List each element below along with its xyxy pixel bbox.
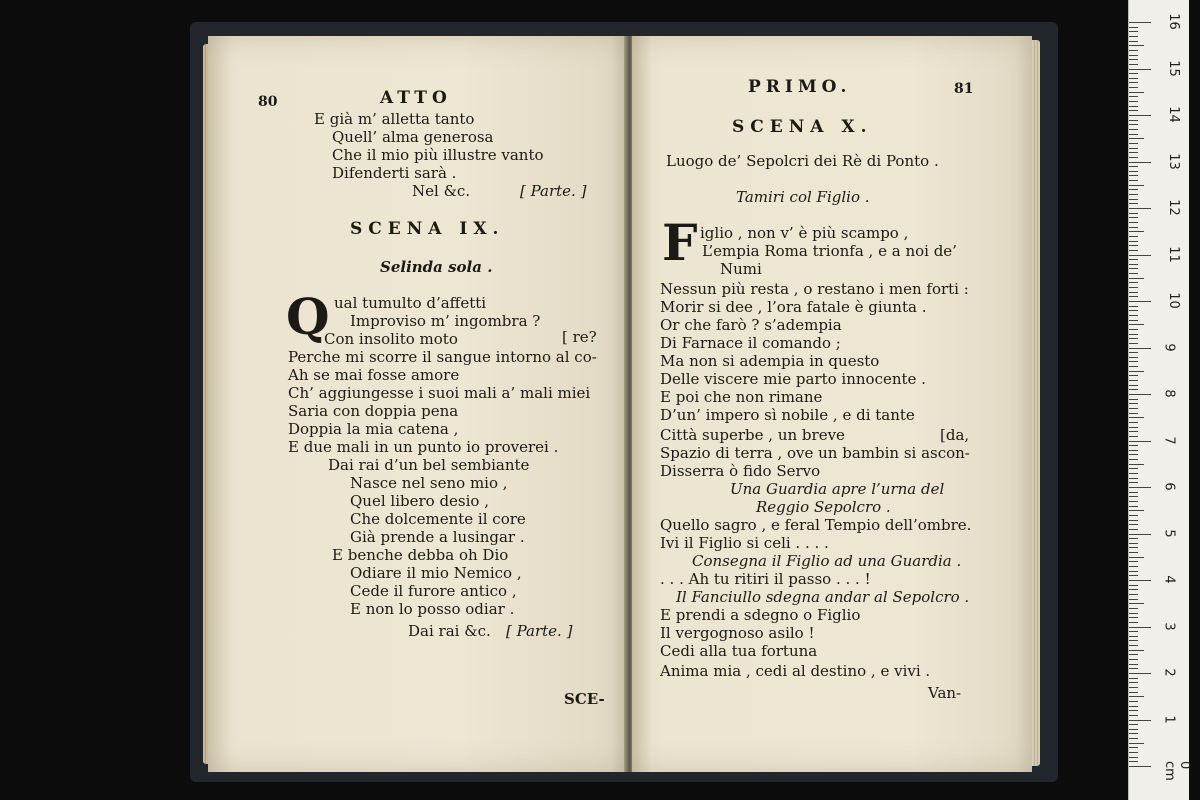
ruler-tick <box>1129 50 1138 51</box>
ruler-label: 2 <box>1161 668 1177 677</box>
verse-line: D’un’ impero sì nobile , e di tante <box>660 406 915 424</box>
verse-line: Improviso m’ ingombra ? <box>350 312 541 330</box>
stage-direction: Una Guardia apre l’urna del <box>730 480 945 498</box>
ruler-tick <box>1129 520 1138 521</box>
ruler-label: 12 <box>1165 199 1181 216</box>
verse-line: Delle viscere mie parto innocente . <box>660 370 926 388</box>
ruler-label: 9 <box>1161 342 1177 352</box>
ruler-tick <box>1129 338 1138 339</box>
ruler-label: 15 <box>1165 59 1181 77</box>
ruler-tick <box>1129 292 1138 293</box>
ruler-tick <box>1129 515 1138 516</box>
ruler-tick <box>1129 529 1138 530</box>
verse-line: . . . Ah tu ritiri il passo . . . ! <box>660 570 871 588</box>
ruler-label: 11 <box>1165 245 1181 263</box>
ruler-tick <box>1129 403 1138 404</box>
ruler-tick <box>1129 282 1138 283</box>
verse-line: Di Farnace il comando ; <box>660 334 841 352</box>
verse-line: Il vergognoso asilo ! <box>660 624 815 642</box>
ruler-tick <box>1129 575 1138 576</box>
ruler-tick <box>1129 357 1138 358</box>
ruler-tick <box>1129 371 1144 372</box>
ruler-tick <box>1129 175 1138 176</box>
ruler-tick <box>1129 622 1138 623</box>
ruler-tick <box>1129 468 1138 469</box>
ruler-tick <box>1129 571 1138 572</box>
page-number: 81 <box>954 81 974 97</box>
verse-line: Quell’ alma generosa <box>332 128 494 146</box>
stage-direction: Reggio Sepolcro . <box>756 498 891 516</box>
verse-line: Saria con doppia pena <box>288 402 459 420</box>
ruler-tick <box>1129 454 1138 455</box>
ruler-tick <box>1129 413 1138 414</box>
ruler-tick <box>1129 171 1138 172</box>
ruler-tick <box>1129 682 1138 683</box>
ruler-label: 7 <box>1161 435 1177 445</box>
ruler-tick <box>1129 608 1138 609</box>
ruler-tick <box>1129 747 1138 748</box>
verse-line: E prendi a sdegno o Figlio <box>660 606 861 624</box>
ruler-tick <box>1129 236 1138 237</box>
ruler-tick <box>1129 180 1138 181</box>
ruler-tick <box>1129 78 1138 79</box>
ruler-tick <box>1129 733 1138 734</box>
ruler-tick <box>1129 506 1138 507</box>
ruler-tick <box>1129 585 1138 586</box>
ruler-tick <box>1129 761 1138 762</box>
ruler-tick <box>1129 273 1138 274</box>
ruler-tick <box>1129 687 1138 688</box>
ruler-tick <box>1129 766 1151 767</box>
verse-line: Nessun più resta , o restano i men forti : <box>660 280 969 298</box>
ruler-tick <box>1129 696 1144 697</box>
ruler-tick <box>1129 259 1138 260</box>
verse-line: Perche mi scorre il sangue intorno al co- <box>288 348 597 366</box>
ruler-tick <box>1129 203 1138 204</box>
turnover: [da, <box>940 426 970 444</box>
ruler-tick <box>1129 166 1138 167</box>
ruler-tick <box>1129 361 1138 362</box>
ruler-tick <box>1129 217 1138 218</box>
ruler-tick <box>1129 152 1138 153</box>
ruler-tick <box>1129 617 1138 618</box>
page-number: 80 <box>258 94 278 110</box>
ruler-tick <box>1129 427 1138 428</box>
ruler-tick <box>1129 352 1138 353</box>
drop-cap: Q <box>286 287 330 346</box>
ruler-tick <box>1129 162 1151 163</box>
verse-line: Ah se mai fosse amore <box>288 366 460 384</box>
ruler-tick <box>1129 678 1138 679</box>
ruler-label: 14 <box>1165 106 1181 123</box>
ruler-tick <box>1129 492 1138 493</box>
ruler-tick <box>1129 143 1138 144</box>
verse-line: Dai rai &c. <box>408 622 491 640</box>
verse-line: Che il mio più illustre vanto <box>332 146 544 164</box>
ruler-tick <box>1129 589 1138 590</box>
ruler-tick <box>1129 375 1138 376</box>
ruler-tick <box>1129 701 1138 702</box>
ruler-tick <box>1129 306 1138 307</box>
running-head: ATTO <box>380 88 452 108</box>
ruler-tick <box>1129 301 1151 302</box>
ruler-tick <box>1129 138 1144 139</box>
ruler-tick <box>1129 329 1138 330</box>
verse-line: Cedi alla tua fortuna <box>660 642 818 660</box>
ruler-tick <box>1129 36 1138 37</box>
verse-line: Già prende a lusingar . <box>350 528 525 546</box>
ruler-label: 8 <box>1161 389 1177 398</box>
drop-cap: F <box>662 213 698 272</box>
right-page <box>632 36 1032 772</box>
ruler-label: 3 <box>1161 621 1177 631</box>
ruler-tick <box>1129 547 1138 548</box>
verse-line: E già m’ alletta tanto <box>314 110 475 128</box>
ruler-tick <box>1129 59 1138 60</box>
ruler-tick <box>1129 399 1138 400</box>
ruler-tick <box>1129 134 1138 135</box>
ruler-tick <box>1129 380 1138 381</box>
ruler-tick <box>1129 501 1138 502</box>
ruler-tick <box>1129 22 1151 23</box>
ruler-label: 4 <box>1161 575 1177 584</box>
catchword: Van- <box>928 684 962 702</box>
ruler-tick <box>1129 213 1138 214</box>
verse-line: iglio , non v’ è più scampo , <box>700 224 909 242</box>
ruler-tick <box>1129 496 1138 497</box>
ruler-tick <box>1129 385 1138 386</box>
ruler-tick <box>1129 417 1144 418</box>
ruler-tick <box>1129 603 1144 604</box>
verse-line: Nel &c. <box>412 182 471 200</box>
scene-location: Luogo de’ Sepolcri dei Rè di Ponto . <box>666 152 939 170</box>
ruler-tick <box>1129 538 1138 539</box>
ruler-tick <box>1129 408 1138 409</box>
verse-line: Odiare il mio Nemico , <box>350 564 522 582</box>
ruler-tick <box>1129 394 1151 395</box>
ruler-tick <box>1129 729 1138 730</box>
ruler-tick <box>1129 101 1138 102</box>
ruler-tick <box>1129 654 1138 655</box>
ruler-tick <box>1129 324 1144 325</box>
ruler-tick <box>1129 478 1138 479</box>
ruler-tick <box>1129 64 1138 65</box>
verse-line: Anima mia , cedi al destino , e vivi . <box>660 662 931 680</box>
left-page <box>208 36 628 772</box>
ruler-label: 13 <box>1165 152 1181 170</box>
ruler-tick <box>1129 710 1138 711</box>
ruler-tick <box>1129 296 1138 297</box>
ruler-tick <box>1129 445 1138 446</box>
ruler-tick <box>1129 222 1138 223</box>
ruler-label: 1 <box>1161 714 1177 724</box>
ruler-tick <box>1129 73 1138 74</box>
ruler-tick <box>1129 310 1138 311</box>
ruler-tick <box>1129 613 1138 614</box>
ruler-tick <box>1129 189 1138 190</box>
ruler-tick <box>1129 287 1138 288</box>
ruler-tick <box>1129 650 1144 651</box>
turnover: [ re? <box>562 328 597 346</box>
ruler-tick <box>1129 640 1138 641</box>
ruler-tick <box>1129 199 1138 200</box>
verse-line: Città superbe , un breve <box>660 426 845 444</box>
stage-direction: Consegna il Figlio ad una Guardia . <box>692 552 962 570</box>
ruler-tick <box>1129 389 1138 390</box>
ruler-tick <box>1129 250 1138 251</box>
verse-line: Quello sagro , e feral Tempio dell’ombre. <box>660 516 972 534</box>
ruler-tick <box>1129 264 1138 265</box>
ruler-tick <box>1129 552 1138 553</box>
ruler-tick <box>1129 96 1138 97</box>
ruler-tick <box>1129 343 1138 344</box>
ruler-tick <box>1129 366 1138 367</box>
ruler-tick <box>1129 557 1144 558</box>
ruler-tick <box>1129 69 1151 70</box>
ruler-tick <box>1129 241 1138 242</box>
ruler-tick <box>1129 738 1138 739</box>
verse-line: ual tumulto d’affetti <box>334 294 487 312</box>
ruler-tick <box>1129 185 1144 186</box>
ruler-tick <box>1129 594 1138 595</box>
ruler-label: 0 cm <box>1162 761 1192 781</box>
ruler-tick <box>1129 757 1138 758</box>
verse-line: Nasce nel seno mio , <box>350 474 508 492</box>
verse-line: E benche debba oh Dio <box>332 546 509 564</box>
scene-subtitle: Selinda sola . <box>380 258 493 276</box>
verse-line: Difenderti sarà . <box>332 164 457 182</box>
ruler-tick <box>1129 664 1138 665</box>
ruler-tick <box>1129 441 1151 442</box>
ruler-tick <box>1129 124 1138 125</box>
ruler-tick <box>1129 631 1138 632</box>
running-head: PRIMO. <box>748 77 852 97</box>
ruler-tick <box>1129 524 1138 525</box>
verse-line: Che dolcemente il core <box>350 510 526 528</box>
verse-line: Doppia la mia catena , <box>288 420 459 438</box>
verse-line: Ivi il Figlio si celi . . . . <box>660 534 829 552</box>
ruler-tick <box>1129 482 1138 483</box>
ruler-tick <box>1129 659 1138 660</box>
ruler-tick <box>1129 348 1151 349</box>
ruler-tick <box>1129 743 1144 744</box>
scene-heading: SCENA X. <box>732 117 873 137</box>
ruler-tick <box>1129 231 1144 232</box>
ruler-tick <box>1129 431 1138 432</box>
ruler-tick <box>1129 473 1138 474</box>
scene-heading: SCENA IX. <box>350 219 505 239</box>
ruler-tick <box>1129 487 1151 488</box>
verse-line: Spazio di terra , ove un bambin si ascon- <box>660 444 970 462</box>
verse-line: Disserra ò fido Servo <box>660 462 821 480</box>
ruler-tick <box>1129 115 1151 116</box>
ruler-tick <box>1129 561 1138 562</box>
ruler-tick <box>1129 110 1138 111</box>
ruler-tick <box>1129 129 1138 130</box>
ruler-tick <box>1129 543 1138 544</box>
ruler-tick <box>1129 692 1138 693</box>
ruler-tick <box>1129 706 1138 707</box>
verse-line: L’empia Roma trionfa , e a noi de’ <box>702 242 957 260</box>
ruler-tick <box>1129 724 1138 725</box>
ruler-tick <box>1129 599 1138 600</box>
ruler-tick <box>1129 157 1138 158</box>
verse-line: Ch’ aggiungesse i suoi mali a’ mali miei <box>288 384 591 402</box>
ruler-tick <box>1129 45 1144 46</box>
verse-line: Numi <box>720 260 762 278</box>
ruler-tick <box>1129 208 1151 209</box>
ruler-label: 16 <box>1165 13 1181 30</box>
ruler-tick <box>1129 459 1138 460</box>
ruler-tick <box>1129 227 1138 228</box>
ruler-tick <box>1129 627 1151 628</box>
ruler-tick <box>1129 645 1138 646</box>
verse-line: Cede il furore antico , <box>350 582 517 600</box>
verse-line: Or che farò ? s’adempia <box>660 316 842 334</box>
ruler-tick <box>1129 55 1138 56</box>
verse-line: E poi che non rimane <box>660 388 823 406</box>
stage-direction: [ Parte. ] <box>520 182 587 200</box>
scene-characters: Tamiri col Figlio . <box>736 188 870 206</box>
ruler-tick <box>1129 27 1138 28</box>
ruler-tick <box>1129 41 1138 42</box>
ruler-tick <box>1129 320 1138 321</box>
ruler-tick <box>1129 315 1138 316</box>
measuring-ruler <box>1128 0 1192 800</box>
ruler-tick <box>1129 436 1138 437</box>
verse-line: Ma non si adempia in questo <box>660 352 880 370</box>
ruler-tick <box>1129 668 1138 669</box>
ruler-tick <box>1129 510 1144 511</box>
catchword: SCE- <box>564 690 605 708</box>
ruler-tick <box>1129 464 1144 465</box>
ruler-tick <box>1129 636 1138 637</box>
ruler-label: 5 <box>1161 528 1177 538</box>
verse-line: Dai rai d’un bel sembiante <box>328 456 530 474</box>
ruler-tick <box>1129 715 1138 716</box>
ruler-tick <box>1129 580 1151 581</box>
verse-line: E due mali in un punto io proverei . <box>288 438 559 456</box>
ruler-tick <box>1129 92 1144 93</box>
ruler-label: 10 <box>1165 292 1181 309</box>
stage-direction: Il Fanciullo sdegna andar al Sepolcro . <box>676 588 970 606</box>
ruler-tick <box>1129 422 1138 423</box>
ruler-tick <box>1129 255 1151 256</box>
verse-line: E non lo posso odiar . <box>350 600 515 618</box>
ruler-tick <box>1129 120 1138 121</box>
ruler-label: 6 <box>1161 482 1177 491</box>
verse-line: Con insolito moto <box>324 330 458 348</box>
verse-line: Morir si dee , l’ora fatale è giunta . <box>660 298 927 316</box>
ruler-tick <box>1129 566 1138 567</box>
ruler-tick <box>1129 334 1138 335</box>
ruler-tick <box>1129 194 1138 195</box>
ruler-tick <box>1129 450 1138 451</box>
ruler-tick <box>1129 106 1138 107</box>
stage-direction: [ Parte. ] <box>506 622 573 640</box>
ruler-tick <box>1129 278 1144 279</box>
ruler-tick <box>1129 720 1151 721</box>
ruler-tick <box>1129 752 1138 753</box>
ruler-tick <box>1129 673 1151 674</box>
ruler-tick <box>1129 534 1151 535</box>
ruler-tick <box>1129 268 1138 269</box>
ruler-tick <box>1129 148 1138 149</box>
verse-line: Quel libero desio , <box>350 492 489 510</box>
ruler-tick <box>1129 31 1138 32</box>
ruler-tick <box>1129 245 1138 246</box>
ruler-tick <box>1129 82 1138 83</box>
ruler-tick <box>1129 87 1138 88</box>
